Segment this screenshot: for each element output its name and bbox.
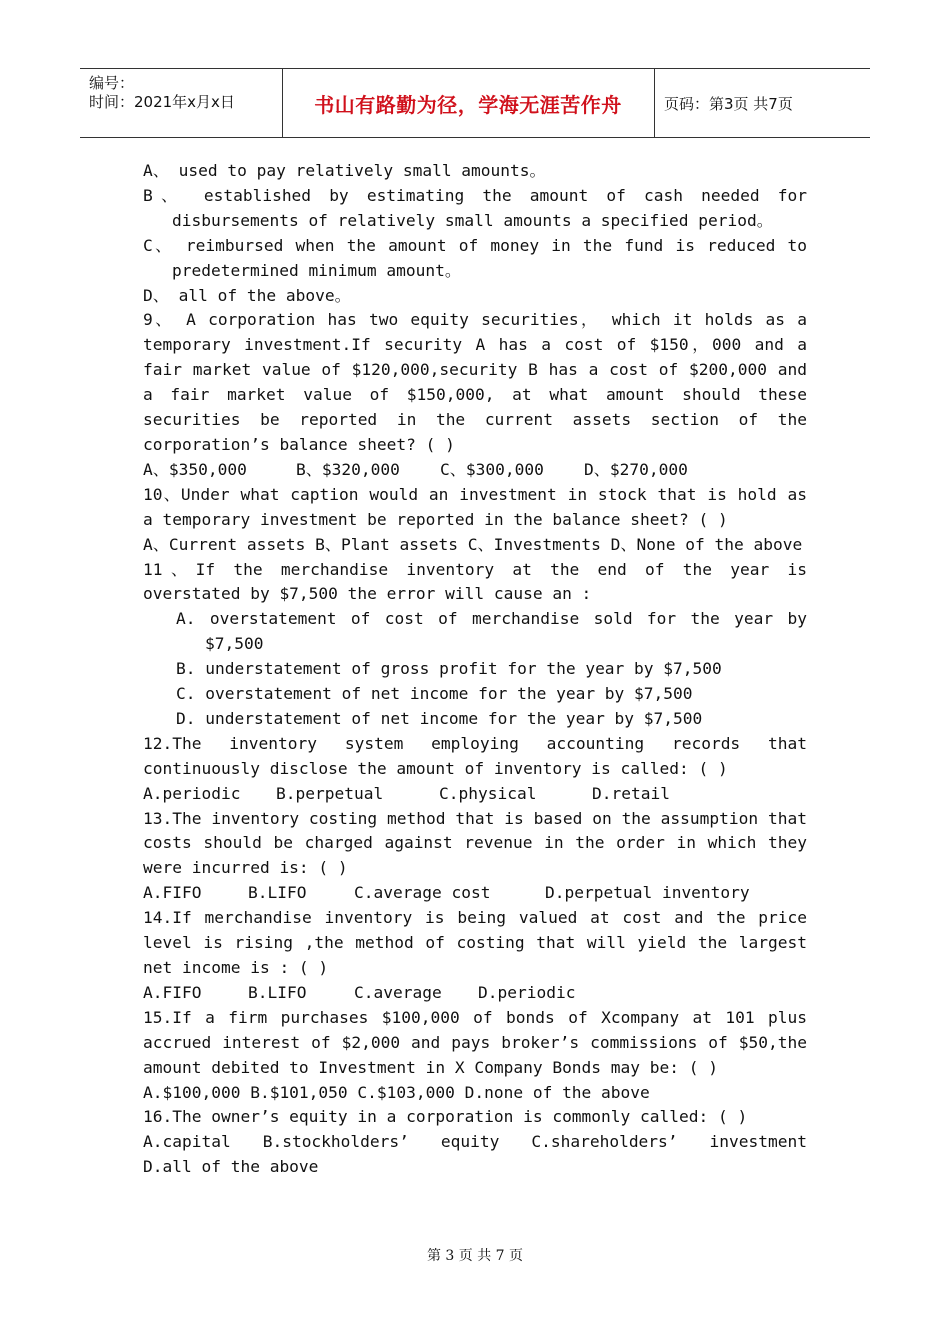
question-16: 16.The owner’s equity in a corporation is commonly called: ( ) — [143, 1107, 748, 1127]
question-16-options: A.capital B.stockholders’ equity C.shareholders’ investment — [143, 1132, 807, 1152]
page-footer: 第 3 页 共 7 页 — [426, 1248, 524, 1264]
header-page-cell — [654, 69, 870, 137]
number-label: 编号： — [89, 74, 135, 92]
time-label: 时间：2021年x月x日 — [89, 93, 235, 111]
option-a: A、$350,000 — [143, 459, 247, 479]
question-13-options — [143, 881, 807, 906]
page-info: 页码：第3页 共7页 — [664, 94, 793, 113]
option-line: D、 all of the above。 — [143, 285, 351, 305]
option-c: C.average cost — [354, 883, 491, 903]
question-11-option-b: B. understatement of gross profit for the year by $7,500 — [176, 659, 722, 679]
page-header — [80, 68, 870, 138]
option-d: D.retail — [592, 783, 670, 803]
option-line: A、 used to pay relatively small amounts。 — [143, 161, 546, 180]
option-c: C、$300,000 — [440, 459, 544, 479]
option-a: A.FIFO — [143, 883, 202, 903]
document-body — [143, 159, 807, 1180]
option-line: C、 reimbursed when the amount of money in the fund is reduced to predetermined minimum amount。 — [143, 235, 807, 280]
option-d: D.perpetual inventory — [545, 883, 750, 903]
question-15-options: A.$100,000 B.$101,050 C.$103,000 D.none of the above — [143, 1082, 650, 1102]
question-14-options — [143, 981, 807, 1006]
option-c: C.physical — [439, 783, 537, 803]
motto: 书山有路勤为径，学海无涯苦作舟 — [314, 92, 622, 117]
question-13: 13.The inventory costing method that is based on the assumption that costs should be charged against revenue in the order in which they were incurred is: ( ) — [143, 808, 807, 878]
question-11: 11、If the merchandise inventory at the end of the year is overstated by $7,500 the error will cause an : — [143, 559, 807, 604]
question-14: 14.If merchandise inventory is being valued at cost and the price level is rising ,the method of costing that will yield the largest net income is : ( ) — [143, 908, 807, 977]
question-11-option-d: D. understatement of net income for the year by $7,500 — [176, 708, 703, 728]
question-16-option-d: D.all of the above — [143, 1157, 319, 1177]
header-meta-cell — [80, 69, 283, 137]
question-15: 15.If a firm purchases $100,000 of bonds of Xcompany at 101 plus accrued interest of $2,000 and pays broker’s commissions of $50,the amount debited to Investment in X Company Bonds may be: ( ) — [143, 1007, 807, 1077]
question-10-options: A、Current assets B、Plant assets C、Investments D、None of the above — [143, 534, 803, 554]
question-11-option-c: C. overstatement of net income for the year by $7,500 — [176, 684, 693, 704]
header-motto-cell — [282, 69, 655, 137]
option-b: B.perpetual — [276, 783, 384, 803]
option-b: B.LIFO — [248, 982, 307, 1002]
option-line: B、 established by estimating the amount of cash needed for disbursements of relatively small amounts a specified period。 — [143, 185, 807, 230]
question-9: 9、 A corporation has two equity securities， which it holds as a temporary investment.If security A has a cost of $150，000 and a fair market value of $120,000,security B has a cost of $200,000 and a fair market value of $150,000, at what amount should these securities be reported in the current assets section of the corporation’s balance sheet? ( ) — [143, 310, 807, 454]
option-b: B、$320,000 — [296, 459, 400, 479]
question-12: 12.The inventory system employing accounting records that continuously disclose the amount of inventory is called: ( ) — [143, 733, 807, 778]
question-10: 10、Under what caption would an investment in stock that is hold as a temporary investment be reported in the balance sheet? ( ) — [143, 484, 807, 529]
option-d: D.periodic — [478, 982, 576, 1002]
option-c: C.average — [354, 982, 442, 1002]
option-a: A.periodic — [143, 783, 241, 803]
option-d: D、$270,000 — [584, 459, 688, 479]
question-12-options — [143, 782, 807, 807]
option-b: B.LIFO — [248, 883, 307, 903]
option-a: A.FIFO — [143, 982, 202, 1002]
question-11-option-a: A. overstatement of cost of merchandise sold for the year by $7,500 — [176, 609, 807, 654]
question-9-options — [143, 458, 807, 483]
